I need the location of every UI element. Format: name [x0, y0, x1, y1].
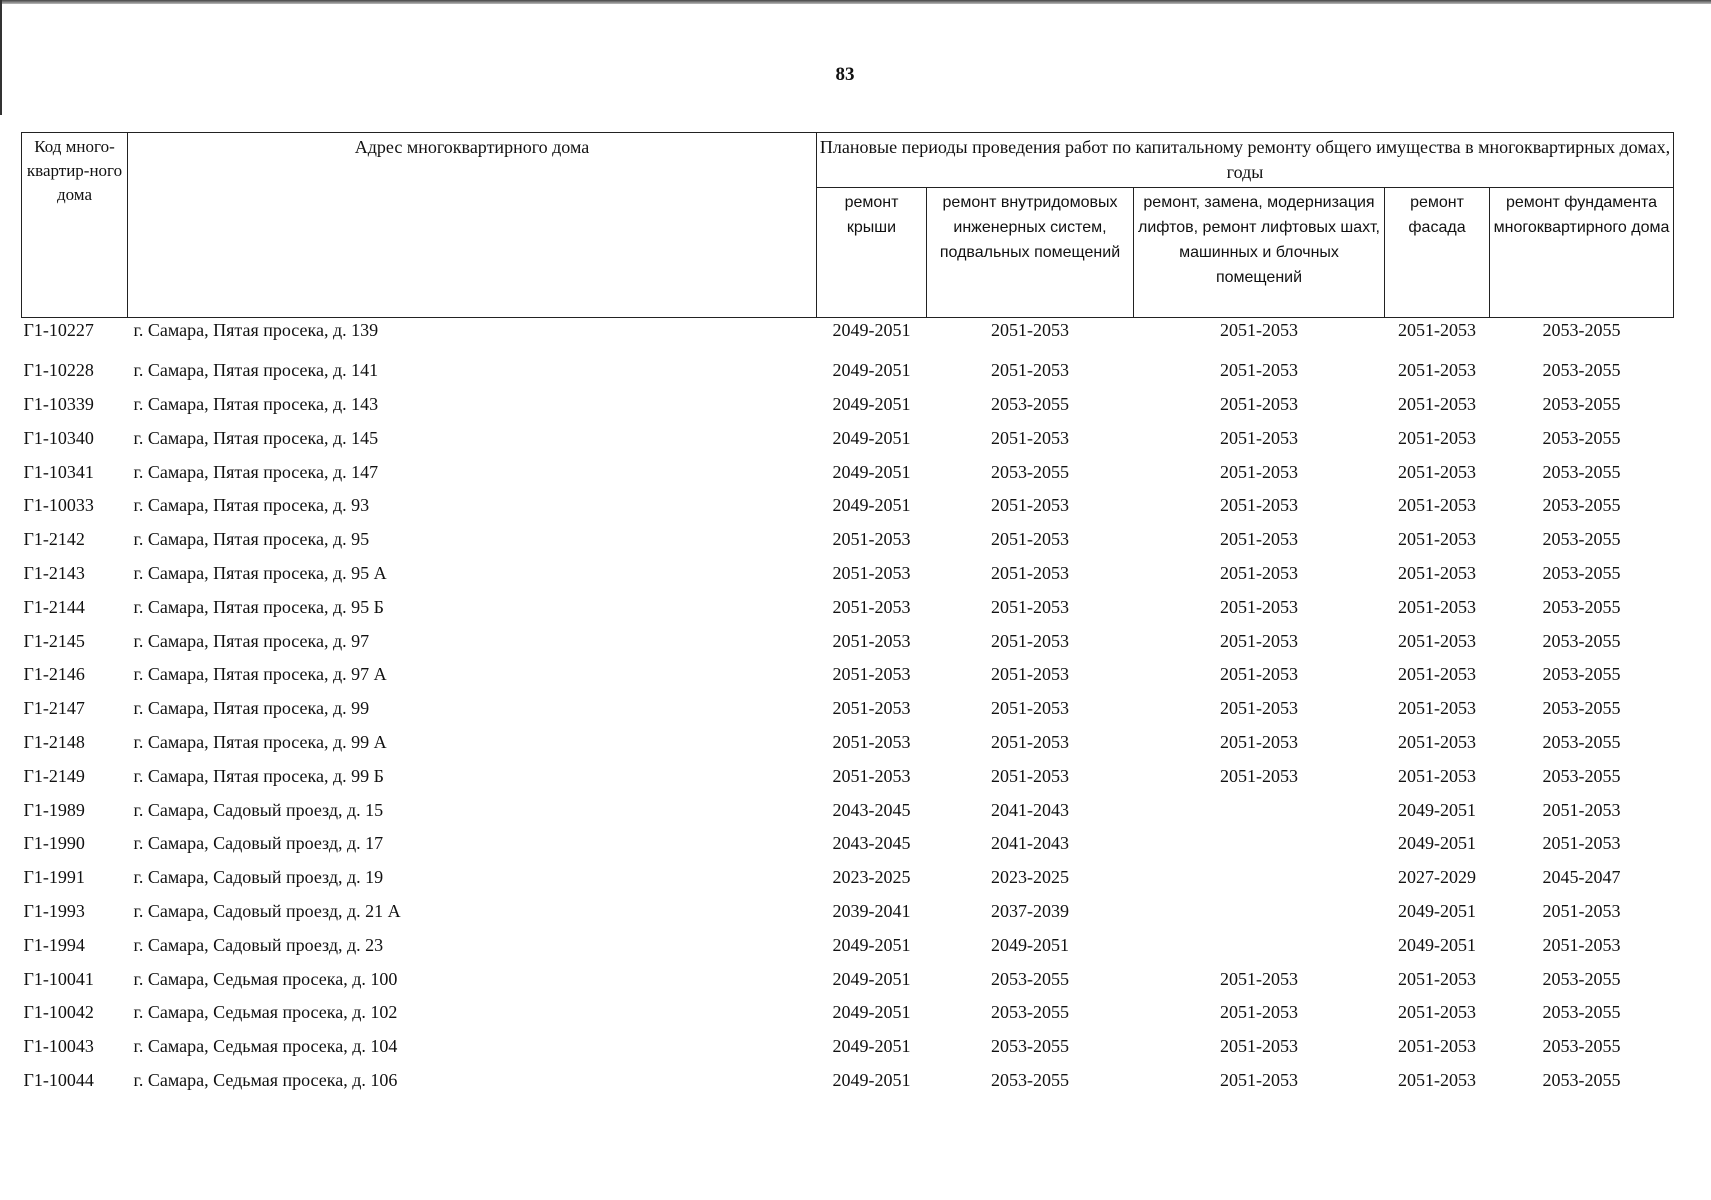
cell-code: Г1-1989 [23, 799, 85, 820]
cell-code: Г1-10341 [23, 461, 94, 482]
cell-code: Г1-10043 [23, 1036, 94, 1057]
cell-lifts [1134, 895, 1385, 929]
cell-lifts: 2051-2053 [1220, 968, 1298, 989]
cell-lifts [1134, 861, 1385, 895]
cell-foundation: 2053-2055 [1542, 765, 1621, 786]
cell-roof: 2049-2051 [832, 1002, 911, 1023]
cell-roof: 2049-2051 [832, 1069, 911, 1090]
header-systems: ремонт внутридомовых инженерных систем, подвальных помещений [927, 188, 1134, 318]
cell-roof: 2051-2053 [832, 529, 911, 550]
cell-facade: 2051-2053 [1398, 562, 1476, 583]
cell-foundation: 2053-2055 [1542, 630, 1621, 651]
cell-systems: 2053-2055 [991, 968, 1069, 989]
cell-lifts [1134, 827, 1385, 861]
cell-code: Г1-2143 [23, 562, 85, 583]
cell-address: г. Самара, Садовый проезд, д. 15 [133, 799, 384, 820]
cell-address: г. Самара, Пятая просека, д. 99 А [133, 731, 387, 752]
cell-address: г. Самара, Пятая просека, д. 95 А [133, 562, 387, 583]
cell-facade: 2051-2053 [1398, 393, 1476, 414]
table-row [22, 759, 1674, 793]
table-row [22, 489, 1674, 523]
table-row [22, 827, 1674, 861]
cell-code: Г1-10044 [23, 1069, 94, 1090]
cell-address: г. Самара, Седьмая просека, д. 100 [133, 968, 398, 989]
cell-lifts: 2051-2053 [1220, 393, 1298, 414]
cell-lifts: 2051-2053 [1220, 320, 1298, 340]
table-row [22, 388, 1674, 422]
table-row [22, 928, 1674, 962]
cell-systems: 2041-2043 [991, 833, 1069, 854]
header-roof: ремонт крыши [817, 188, 927, 318]
cell-systems: 2053-2055 [991, 1036, 1069, 1057]
cell-facade: 2051-2053 [1398, 698, 1476, 719]
cell-foundation: 2051-2053 [1542, 934, 1621, 955]
cell-foundation: 2053-2055 [1542, 529, 1621, 550]
cell-foundation: 2053-2055 [1542, 731, 1621, 752]
cell-lifts: 2051-2053 [1220, 1069, 1298, 1090]
cell-code: Г1-2146 [23, 664, 85, 685]
cell-lifts: 2051-2053 [1220, 529, 1298, 550]
cell-roof: 2051-2053 [832, 698, 911, 719]
cell-systems: 2051-2053 [991, 562, 1069, 583]
cell-address: г. Самара, Пятая просека, д. 143 [133, 393, 379, 414]
cell-code: Г1-2147 [23, 698, 85, 719]
cell-systems: 2053-2055 [991, 393, 1069, 414]
cell-facade: 2051-2053 [1398, 1002, 1476, 1023]
cell-roof: 2039-2041 [832, 900, 911, 921]
table-row [22, 354, 1674, 388]
cell-facade: 2051-2053 [1398, 427, 1476, 448]
cell-systems: 2051-2053 [991, 731, 1069, 752]
table-row [22, 962, 1674, 996]
cell-roof: 2051-2053 [832, 562, 911, 583]
table-row [22, 624, 1674, 658]
cell-systems: 2049-2051 [991, 934, 1069, 955]
cell-lifts: 2051-2053 [1220, 360, 1298, 381]
cell-systems: 2051-2053 [991, 427, 1069, 448]
cell-address: г. Самара, Садовый проезд, д. 23 [133, 934, 384, 955]
cell-lifts: 2051-2053 [1220, 698, 1298, 719]
cell-roof: 2043-2045 [832, 799, 911, 820]
cell-code: Г1-10228 [23, 360, 94, 381]
cell-address: г. Самара, Пятая просека, д. 145 [133, 427, 379, 448]
cell-code: Г1-2142 [23, 529, 85, 550]
table-row [22, 692, 1674, 726]
table-row [22, 1030, 1674, 1064]
cell-facade: 2051-2053 [1398, 360, 1476, 381]
table-row [22, 895, 1674, 929]
cell-address: г. Самара, Садовый проезд, д. 21 А [133, 900, 401, 921]
cell-foundation: 2053-2055 [1542, 461, 1621, 482]
capital-repair-table [21, 132, 1674, 1097]
cell-roof: 2049-2051 [832, 461, 911, 482]
cell-address: г. Самара, Пятая просека, д. 95 Б [133, 596, 384, 617]
table-row [22, 557, 1674, 591]
table-row [22, 726, 1674, 760]
cell-roof: 2051-2053 [832, 731, 911, 752]
header-code: Код много-квартир-ного дома [22, 133, 128, 318]
cell-roof: 2049-2051 [832, 495, 911, 516]
cell-roof: 2049-2051 [832, 393, 911, 414]
cell-code: Г1-1990 [23, 833, 85, 854]
cell-foundation: 2053-2055 [1542, 596, 1621, 617]
cell-facade: 2051-2053 [1398, 529, 1476, 550]
cell-systems: 2023-2025 [991, 867, 1069, 888]
table-row [22, 421, 1674, 455]
cell-facade: 2051-2053 [1398, 320, 1476, 340]
header-address: Адрес многоквартирного дома [128, 133, 817, 318]
cell-systems: 2037-2039 [991, 900, 1069, 921]
table-row [22, 455, 1674, 489]
cell-lifts: 2051-2053 [1220, 427, 1298, 448]
cell-systems: 2051-2053 [991, 664, 1069, 685]
cell-foundation: 2053-2055 [1542, 664, 1621, 685]
cell-code: Г1-10340 [23, 427, 94, 448]
cell-facade: 2049-2051 [1398, 799, 1476, 820]
cell-lifts: 2051-2053 [1220, 1002, 1298, 1023]
cell-roof: 2051-2053 [832, 630, 911, 651]
cell-address: г. Самара, Пятая просека, д. 93 [133, 495, 370, 516]
cell-foundation: 2053-2055 [1542, 360, 1621, 381]
cell-address: г. Самара, Пятая просека, д. 95 [133, 529, 370, 550]
cell-foundation: 2051-2053 [1542, 900, 1621, 921]
cell-facade: 2049-2051 [1398, 900, 1476, 921]
cell-code: Г1-1994 [23, 934, 85, 955]
table-row [22, 590, 1674, 624]
cell-address: г. Самара, Садовый проезд, д. 17 [133, 833, 384, 854]
table-row [22, 861, 1674, 895]
cell-foundation: 2051-2053 [1542, 833, 1621, 854]
cell-systems: 2051-2053 [991, 495, 1069, 516]
cell-code: Г1-2144 [23, 596, 85, 617]
page-number: 83 [835, 64, 855, 85]
cell-facade: 2051-2053 [1398, 596, 1476, 617]
cell-foundation: 2053-2055 [1542, 1069, 1621, 1090]
cell-lifts: 2051-2053 [1220, 1036, 1298, 1057]
cell-systems: 2051-2053 [991, 630, 1069, 651]
cell-roof: 2049-2051 [832, 320, 911, 340]
cell-code: Г1-2145 [23, 630, 85, 651]
table-row [22, 318, 1674, 354]
cell-roof: 2023-2025 [832, 867, 911, 888]
cell-lifts: 2051-2053 [1220, 495, 1298, 516]
cell-address: г. Самара, Пятая просека, д. 147 [133, 461, 379, 482]
cell-lifts: 2051-2053 [1220, 562, 1298, 583]
header-planned-periods: Плановые периоды проведения работ по капитальному ремонту общего имущества в многоквартирных домах, годы [817, 133, 1674, 188]
cell-code: Г1-10042 [23, 1002, 94, 1023]
cell-code: Г1-2149 [23, 765, 85, 786]
cell-systems: 2051-2053 [991, 320, 1069, 340]
cell-systems: 2051-2053 [991, 698, 1069, 719]
cell-systems: 2053-2055 [991, 1002, 1069, 1023]
cell-foundation: 2053-2055 [1542, 1002, 1621, 1023]
cell-code: Г1-10041 [23, 968, 94, 989]
cell-foundation: 2053-2055 [1542, 393, 1621, 414]
cell-lifts [1134, 928, 1385, 962]
cell-facade: 2051-2053 [1398, 1036, 1476, 1057]
table-body [22, 318, 1674, 1098]
cell-systems: 2051-2053 [991, 360, 1069, 381]
cell-address: г. Самара, Пятая просека, д. 97 А [133, 664, 387, 685]
cell-roof: 2051-2053 [832, 664, 911, 685]
cell-roof: 2051-2053 [832, 596, 911, 617]
cell-roof: 2043-2045 [832, 833, 911, 854]
cell-roof: 2049-2051 [832, 934, 911, 955]
table-row [22, 658, 1674, 692]
cell-facade: 2051-2053 [1398, 1069, 1476, 1090]
cell-foundation: 2053-2055 [1542, 427, 1621, 448]
cell-systems: 2051-2053 [991, 596, 1069, 617]
header-lifts: ремонт, замена, модернизация лифтов, ремонт лифтовых шахт, машинных и блочных помещений [1134, 188, 1385, 318]
cell-foundation: 2053-2055 [1542, 698, 1621, 719]
cell-code: Г1-10033 [23, 495, 94, 516]
cell-lifts: 2051-2053 [1220, 765, 1298, 786]
cell-roof: 2049-2051 [832, 968, 911, 989]
cell-facade: 2051-2053 [1398, 461, 1476, 482]
table-row [22, 996, 1674, 1030]
cell-code: Г1-10227 [23, 320, 94, 340]
cell-address: г. Самара, Седьмая просека, д. 104 [133, 1036, 398, 1057]
cell-code: Г1-1993 [23, 900, 85, 921]
cell-facade: 2051-2053 [1398, 765, 1476, 786]
scan-left-edge [0, 0, 2, 115]
cell-facade: 2051-2053 [1398, 664, 1476, 685]
cell-address: г. Самара, Садовый проезд, д. 19 [133, 867, 384, 888]
cell-roof: 2049-2051 [832, 427, 911, 448]
cell-address: г. Самара, Пятая просека, д. 141 [133, 360, 379, 381]
cell-lifts: 2051-2053 [1220, 731, 1298, 752]
cell-facade: 2051-2053 [1398, 495, 1476, 516]
table-row [22, 793, 1674, 827]
cell-address: г. Самара, Седьмая просека, д. 106 [133, 1069, 398, 1090]
cell-facade: 2049-2051 [1398, 833, 1476, 854]
cell-foundation: 2053-2055 [1542, 495, 1621, 516]
cell-code: Г1-10339 [23, 393, 94, 414]
cell-roof: 2051-2053 [832, 765, 911, 786]
table-row [22, 1064, 1674, 1098]
table-header [22, 133, 1674, 318]
cell-lifts [1134, 793, 1385, 827]
cell-foundation: 2053-2055 [1542, 562, 1621, 583]
header-facade: ремонт фасада [1385, 188, 1490, 318]
cell-facade: 2051-2053 [1398, 630, 1476, 651]
cell-facade: 2027-2029 [1398, 867, 1476, 888]
cell-foundation: 2053-2055 [1542, 968, 1621, 989]
cell-systems: 2041-2043 [991, 799, 1069, 820]
cell-facade: 2051-2053 [1398, 968, 1476, 989]
cell-foundation: 2053-2055 [1542, 320, 1621, 340]
cell-systems: 2053-2055 [991, 461, 1069, 482]
cell-facade: 2051-2053 [1398, 731, 1476, 752]
header-foundation: ремонт фундамента многоквартирного дома [1490, 188, 1674, 318]
cell-code: Г1-1991 [23, 867, 85, 888]
cell-systems: 2051-2053 [991, 529, 1069, 550]
cell-address: г. Самара, Пятая просека, д. 99 [133, 698, 370, 719]
cell-code: Г1-2148 [23, 731, 85, 752]
cell-foundation: 2051-2053 [1542, 799, 1621, 820]
cell-address: г. Самара, Пятая просека, д. 139 [133, 320, 379, 340]
cell-lifts: 2051-2053 [1220, 461, 1298, 482]
cell-roof: 2049-2051 [832, 1036, 911, 1057]
cell-systems: 2051-2053 [991, 765, 1069, 786]
cell-lifts: 2051-2053 [1220, 630, 1298, 651]
cell-roof: 2049-2051 [832, 360, 911, 381]
cell-lifts: 2051-2053 [1220, 664, 1298, 685]
cell-address: г. Самара, Пятая просека, д. 97 [133, 630, 370, 651]
cell-lifts: 2051-2053 [1220, 596, 1298, 617]
cell-foundation: 2053-2055 [1542, 1036, 1621, 1057]
cell-systems: 2053-2055 [991, 1069, 1069, 1090]
scan-top-edge [0, 0, 1711, 4]
cell-foundation: 2045-2047 [1542, 867, 1621, 888]
table-row [22, 523, 1674, 557]
cell-facade: 2049-2051 [1398, 934, 1476, 955]
cell-address: г. Самара, Пятая просека, д. 99 Б [133, 765, 384, 786]
cell-address: г. Самара, Седьмая просека, д. 102 [133, 1002, 398, 1023]
